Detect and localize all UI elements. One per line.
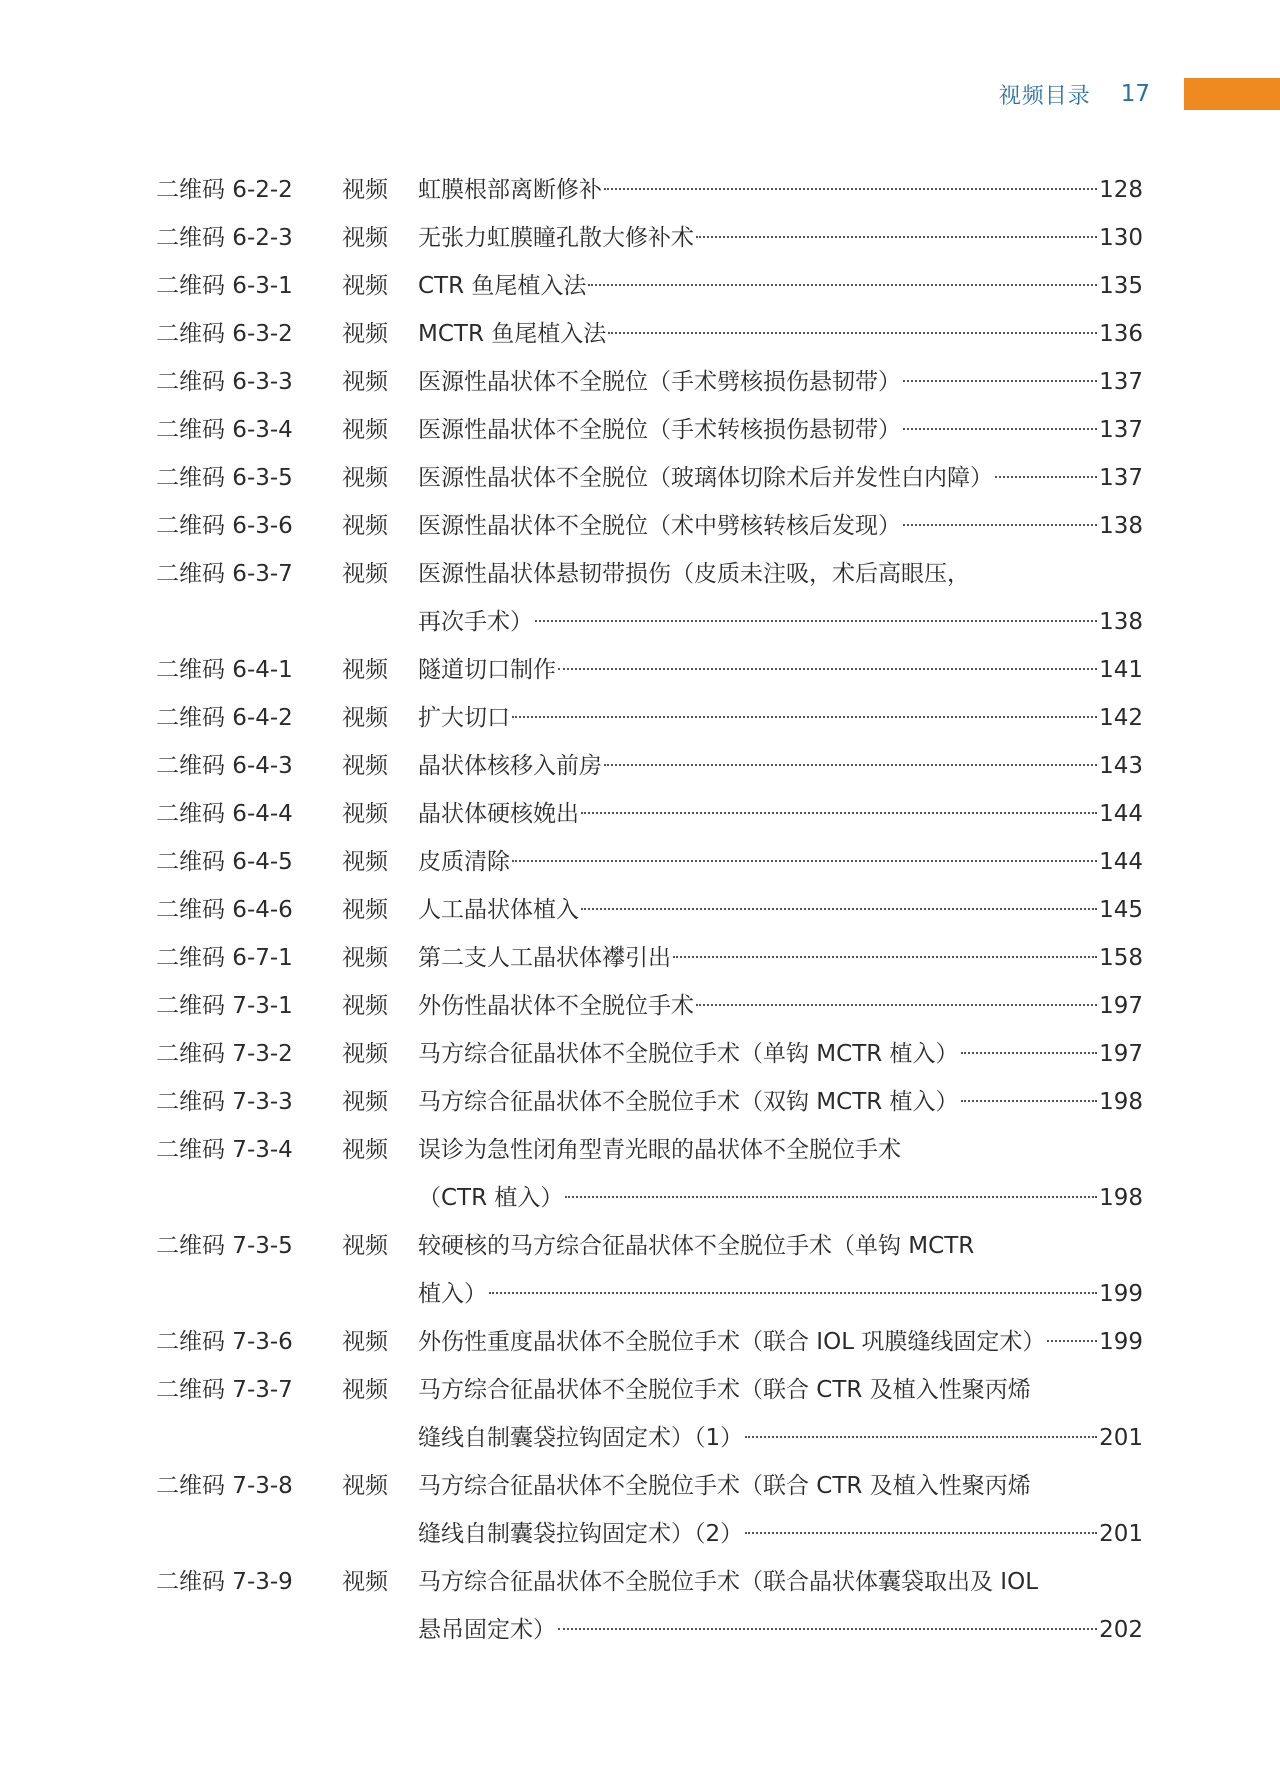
media-type-label: 视频 [342, 753, 388, 779]
toc-entry[interactable] [156, 166, 1143, 214]
toc-entry[interactable] [156, 790, 1143, 838]
toc-title-line1: 医源性晶状体悬韧带损伤（皮质未注吸，术后高眼压， [418, 561, 970, 587]
toc-title-block [418, 1462, 1143, 1558]
toc-page-number: 198 [1099, 1185, 1143, 1211]
media-type-label: 视频 [342, 1089, 388, 1115]
toc-page-number: 199 [1099, 1329, 1143, 1355]
toc-title: 医源性晶状体不全脱位（手术劈核损伤悬韧带） [418, 369, 901, 395]
section-title: 视频目录 [998, 83, 1091, 109]
media-type-label: 视频 [342, 1137, 388, 1163]
toc-entry[interactable] [156, 454, 1143, 502]
qr-code-label: 二维码 6-4-2 [156, 705, 293, 731]
toc-entry[interactable] [156, 1126, 1143, 1222]
toc-title-block [418, 790, 1143, 838]
dot-leader [903, 428, 1097, 430]
toc-page-number: 201 [1099, 1425, 1143, 1451]
toc-title-block [418, 310, 1143, 358]
toc-title-line [418, 1510, 1143, 1558]
toc-title: 马方综合征晶状体不全脱位手术（单钩 MCTR 植入） [418, 1041, 959, 1067]
toc-title-block [418, 1126, 1143, 1222]
media-type-label: 视频 [342, 897, 388, 923]
dot-leader [512, 860, 1097, 862]
dot-leader [995, 476, 1097, 478]
toc-title-line [418, 646, 1143, 694]
toc-page-number: 143 [1099, 753, 1143, 779]
running-header [999, 78, 1280, 110]
toc-entry[interactable] [156, 1318, 1143, 1366]
dot-leader [961, 1052, 1098, 1054]
dot-leader [588, 284, 1097, 286]
toc-entry[interactable] [156, 742, 1143, 790]
media-type-label: 视频 [342, 1473, 388, 1499]
media-type-label: 视频 [342, 705, 388, 731]
toc-entry[interactable] [156, 982, 1143, 1030]
media-type-label: 视频 [342, 849, 388, 875]
toc-entry[interactable] [156, 214, 1143, 262]
toc-page-number: 144 [1099, 849, 1143, 875]
qr-code-label: 二维码 6-4-3 [156, 753, 293, 779]
toc-title-line1: 马方综合征晶状体不全脱位手术（联合 CTR 及植入性聚丙烯 [418, 1377, 1031, 1403]
toc-page-number: 137 [1099, 417, 1143, 443]
toc-title-line [418, 1318, 1143, 1366]
toc-title-line [418, 502, 1143, 550]
qr-code-label: 二维码 6-3-6 [156, 513, 293, 539]
toc-title-block [418, 646, 1143, 694]
toc-title-line2: 缝线自制囊袋拉钩固定术）（2） [418, 1521, 744, 1547]
qr-code-label: 二维码 6-4-4 [156, 801, 293, 827]
toc-title-block [418, 1222, 1143, 1318]
media-type-label: 视频 [342, 945, 388, 971]
dot-leader [696, 236, 1097, 238]
toc-title: 外伤性晶状体不全脱位手术 [418, 993, 694, 1019]
toc-title-block [418, 214, 1143, 262]
toc-title-block [418, 358, 1143, 406]
dot-leader [604, 188, 1097, 190]
toc-title-block [418, 934, 1143, 982]
dot-leader [903, 380, 1097, 382]
toc-title-block [418, 838, 1143, 886]
toc-title: 无张力虹膜瞳孔散大修补术 [418, 225, 694, 251]
toc-page-number: 141 [1099, 657, 1143, 683]
dot-leader [696, 1004, 1097, 1006]
toc-title-block [418, 454, 1143, 502]
toc-entry[interactable] [156, 406, 1143, 454]
toc-title-block [418, 886, 1143, 934]
qr-code-label: 二维码 7-3-9 [156, 1569, 293, 1595]
toc-page-number: 130 [1099, 225, 1143, 251]
toc-title-line [418, 1270, 1143, 1318]
toc-page-number: 138 [1099, 609, 1143, 635]
toc-title-line [418, 1174, 1143, 1222]
toc-title-block [418, 1366, 1143, 1462]
toc-page-number: 198 [1099, 1089, 1143, 1115]
qr-code-label: 二维码 7-3-7 [156, 1377, 293, 1403]
qr-code-label: 二维码 7-3-6 [156, 1329, 293, 1355]
toc-page-number: 199 [1099, 1281, 1143, 1307]
media-type-label: 视频 [342, 801, 388, 827]
toc-title-block [418, 1078, 1143, 1126]
dot-leader [961, 1100, 1098, 1102]
toc-title-line2: 植入） [418, 1281, 487, 1307]
media-type-label: 视频 [342, 273, 388, 299]
qr-code-label: 二维码 6-3-3 [156, 369, 293, 395]
toc-title-block [418, 694, 1143, 742]
toc-title-line [418, 886, 1143, 934]
toc-title-line1: 误诊为急性闭角型青光眼的晶状体不全脱位手术 [418, 1137, 901, 1163]
toc-page-number: 128 [1099, 177, 1143, 203]
toc-title-line [418, 982, 1143, 1030]
toc-title-line [418, 1078, 1143, 1126]
toc-page-number: 201 [1099, 1521, 1143, 1547]
toc-title-block [418, 166, 1143, 214]
toc-title: 医源性晶状体不全脱位（术中劈核转核后发现） [418, 513, 901, 539]
qr-code-label: 二维码 7-3-5 [156, 1233, 293, 1259]
toc-entry[interactable] [156, 886, 1143, 934]
toc-title-line [418, 454, 1143, 502]
toc-title-line2: （CTR 植入） [418, 1185, 564, 1211]
toc-title-block [418, 262, 1143, 310]
toc-entry[interactable] [156, 1030, 1143, 1078]
toc-entry[interactable] [156, 694, 1143, 742]
toc-page-number: 136 [1099, 321, 1143, 347]
toc-title-block [418, 1318, 1143, 1366]
media-type-label: 视频 [342, 465, 388, 491]
toc-title-line [418, 838, 1143, 886]
toc-page-number: 202 [1099, 1617, 1143, 1643]
qr-code-label: 二维码 6-3-5 [156, 465, 293, 491]
toc-title-line [418, 358, 1143, 406]
toc-title: 扩大切口 [418, 705, 510, 731]
toc-title-line [418, 310, 1143, 358]
media-type-label: 视频 [342, 993, 388, 1019]
media-type-label: 视频 [342, 225, 388, 251]
toc-title: 医源性晶状体不全脱位（手术转核损伤悬韧带） [418, 417, 901, 443]
toc-page-number: 145 [1099, 897, 1143, 923]
toc-title: 虹膜根部离断修补 [418, 177, 602, 203]
toc-entry[interactable] [156, 550, 1143, 646]
qr-code-label: 二维码 6-4-6 [156, 897, 293, 923]
dot-leader [903, 524, 1097, 526]
dot-leader [489, 1292, 1097, 1294]
dot-leader [608, 332, 1097, 334]
toc-title-line1: 马方综合征晶状体不全脱位手术（联合 CTR 及植入性聚丙烯 [418, 1473, 1031, 1499]
toc-entry[interactable] [156, 646, 1143, 694]
toc-title-block [418, 502, 1143, 550]
qr-code-label: 二维码 6-3-7 [156, 561, 293, 587]
media-type-label: 视频 [342, 417, 388, 443]
dot-leader [535, 620, 1097, 622]
toc-title: 晶状体核移入前房 [418, 753, 602, 779]
toc-page-number: 142 [1099, 705, 1143, 731]
toc-title-line [418, 166, 1143, 214]
toc-entry[interactable] [156, 1078, 1143, 1126]
toc-title-line [418, 406, 1143, 454]
media-type-label: 视频 [342, 1041, 388, 1067]
toc-entry[interactable] [156, 934, 1143, 982]
toc-entry[interactable] [156, 262, 1143, 310]
media-type-label: 视频 [342, 561, 388, 587]
qr-code-label: 二维码 6-7-1 [156, 945, 293, 971]
page-number: 17 [1120, 81, 1150, 107]
media-type-label: 视频 [342, 1377, 388, 1403]
toc-title-line [418, 214, 1143, 262]
media-type-label: 视频 [342, 1569, 388, 1595]
dot-leader [745, 1532, 1097, 1534]
qr-code-label: 二维码 6-3-1 [156, 273, 293, 299]
dot-leader [558, 1628, 1097, 1630]
media-type-label: 视频 [342, 1329, 388, 1355]
dot-leader [673, 956, 1097, 958]
qr-code-label: 二维码 6-4-1 [156, 657, 293, 683]
video-toc-list [156, 166, 1143, 1654]
media-type-label: 视频 [342, 1233, 388, 1259]
media-type-label: 视频 [342, 369, 388, 395]
toc-page-number: 158 [1099, 945, 1143, 971]
toc-title: 马方综合征晶状体不全脱位手术（双钩 MCTR 植入） [418, 1089, 959, 1115]
qr-code-label: 二维码 6-4-5 [156, 849, 293, 875]
toc-page-number: 197 [1099, 1041, 1143, 1067]
toc-title-line [418, 1030, 1143, 1078]
toc-title-block [418, 550, 1143, 646]
dot-leader [581, 812, 1097, 814]
dot-leader [1047, 1340, 1097, 1342]
qr-code-label: 二维码 7-3-1 [156, 993, 293, 1019]
dot-leader [604, 764, 1097, 766]
toc-title: MCTR 鱼尾植入法 [418, 321, 607, 347]
dot-leader [745, 1436, 1097, 1438]
qr-code-label: 二维码 6-2-2 [156, 177, 293, 203]
toc-page-number: 144 [1099, 801, 1143, 827]
accent-bar [1184, 78, 1280, 110]
toc-title-line1: 马方综合征晶状体不全脱位手术（联合晶状体囊袋取出及 IOL [418, 1569, 1039, 1595]
toc-title-line [418, 1606, 1143, 1654]
qr-code-label: 二维码 6-2-3 [156, 225, 293, 251]
toc-entry[interactable] [156, 1222, 1143, 1318]
toc-title-line [418, 262, 1143, 310]
toc-title-block [418, 406, 1143, 454]
toc-entry[interactable] [156, 358, 1143, 406]
toc-title-block [418, 1030, 1143, 1078]
toc-title-line [418, 598, 1143, 646]
toc-entry[interactable] [156, 502, 1143, 550]
toc-page-number: 137 [1099, 369, 1143, 395]
toc-entry[interactable] [156, 838, 1143, 886]
toc-title-line1: 较硬核的马方综合征晶状体不全脱位手术（单钩 MCTR [418, 1233, 975, 1259]
toc-title-line [418, 790, 1143, 838]
media-type-label: 视频 [342, 177, 388, 203]
qr-code-label: 二维码 7-3-2 [156, 1041, 293, 1067]
toc-page-number: 137 [1099, 465, 1143, 491]
qr-code-label: 二维码 6-3-4 [156, 417, 293, 443]
qr-code-label: 二维码 7-3-8 [156, 1473, 293, 1499]
dot-leader [558, 668, 1097, 670]
toc-title-line [418, 742, 1143, 790]
toc-title: 第二支人工晶状体襻引出 [418, 945, 671, 971]
toc-page-number: 197 [1099, 993, 1143, 1019]
toc-title-line [418, 1414, 1143, 1462]
dot-leader [565, 1196, 1097, 1198]
toc-entry[interactable] [156, 1558, 1143, 1654]
toc-entry[interactable] [156, 1462, 1143, 1558]
toc-title-block [418, 982, 1143, 1030]
toc-entry[interactable] [156, 310, 1143, 358]
media-type-label: 视频 [342, 321, 388, 347]
toc-title: 医源性晶状体不全脱位（玻璃体切除术后并发性白内障） [418, 465, 993, 491]
toc-title: 晶状体硬核娩出 [418, 801, 579, 827]
toc-title-line [418, 694, 1143, 742]
dot-leader [581, 908, 1097, 910]
toc-title-line [418, 934, 1143, 982]
toc-title-line2: 悬吊固定术） [418, 1617, 556, 1643]
toc-entry[interactable] [156, 1366, 1143, 1462]
media-type-label: 视频 [342, 513, 388, 539]
toc-page-number: 135 [1099, 273, 1143, 299]
dot-leader [512, 716, 1097, 718]
qr-code-label: 二维码 6-3-2 [156, 321, 293, 347]
toc-title-block [418, 742, 1143, 790]
qr-code-label: 二维码 7-3-4 [156, 1137, 293, 1163]
toc-title-line2: 再次手术） [418, 609, 533, 635]
qr-code-label: 二维码 7-3-3 [156, 1089, 293, 1115]
toc-title: 人工晶状体植入 [418, 897, 579, 923]
toc-title-block [418, 1558, 1143, 1654]
toc-title: 外伤性重度晶状体不全脱位手术（联合 IOL 巩膜缝线固定术） [418, 1329, 1046, 1355]
toc-title-line2: 缝线自制囊袋拉钩固定术）（1） [418, 1425, 744, 1451]
media-type-label: 视频 [342, 657, 388, 683]
toc-title: 皮质清除 [418, 849, 510, 875]
toc-title: CTR 鱼尾植入法 [418, 273, 587, 299]
toc-title: 隧道切口制作 [418, 657, 556, 683]
toc-page-number: 138 [1099, 513, 1143, 539]
